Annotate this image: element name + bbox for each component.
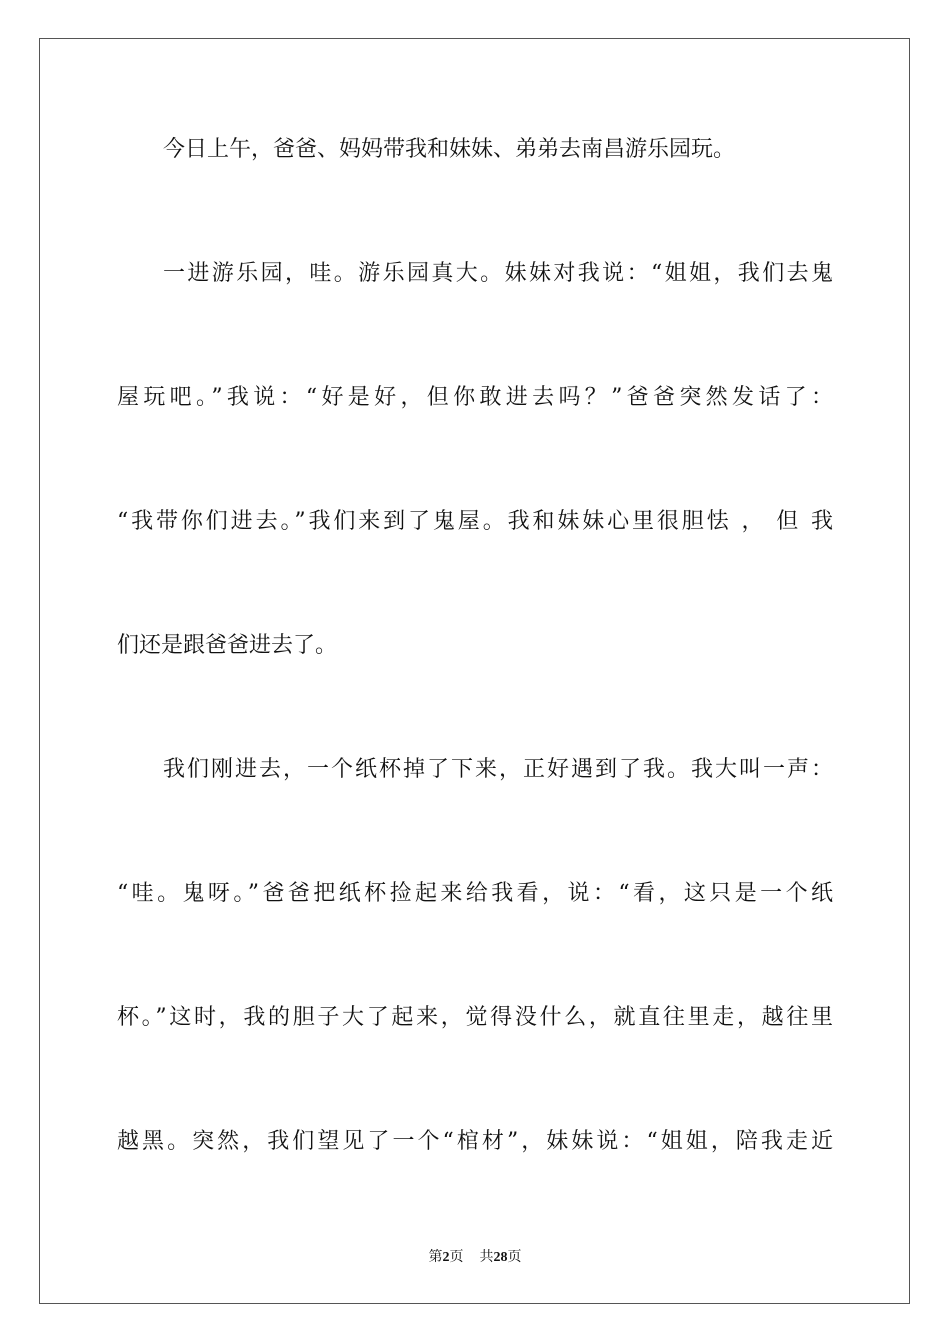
- page-border: [39, 38, 910, 1304]
- paragraph-3-line-1: 我们刚进去，一个纸杯掉了下来，正好遇到了我。我大叫一声：: [163, 757, 833, 782]
- total-pages: 28: [493, 1250, 508, 1265]
- total-suffix: 页: [507, 1249, 522, 1265]
- total-prefix: 共: [479, 1249, 494, 1265]
- paragraph-3-line-4: 越黑。突然，我们望见了一个“棺材”，妹妹说：“姐姐，陪我走近: [117, 1129, 833, 1154]
- page-suffix: 页: [449, 1249, 464, 1265]
- paragraph-1-line-1: 今日上午，爸爸、妈妈带我和妹妹、弟弟去南昌游乐园玩。: [163, 137, 736, 162]
- paragraph-2-line-3: “我带你们进去。”我们来到了鬼屋。我和妹妹心里很胆怯 ， 但 我: [117, 509, 833, 534]
- paragraph-2-line-2: 屋玩吧。”我说：“好是好，但你敢进去吗？”爸爸突然发话了：: [117, 385, 833, 410]
- page-number: 2: [442, 1250, 450, 1265]
- paragraph-2-line-1: 一进游乐园，哇。游乐园真大。妹妹对我说：“姐姐，我们去鬼: [163, 261, 833, 286]
- page-footer: [0, 1247, 950, 1268]
- paragraph-2-line-4: 们还是跟爸爸进去了。: [117, 633, 338, 658]
- paragraph-3-line-3: 杯。”这时，我的胆子大了起来，觉得没什么，就直往里走，越往里: [117, 1005, 833, 1030]
- paragraph-3-line-2: “哇。鬼呀。”爸爸把纸杯捡起来给我看，说：“看，这只是一个纸: [117, 881, 833, 906]
- page-prefix: 第: [428, 1249, 443, 1265]
